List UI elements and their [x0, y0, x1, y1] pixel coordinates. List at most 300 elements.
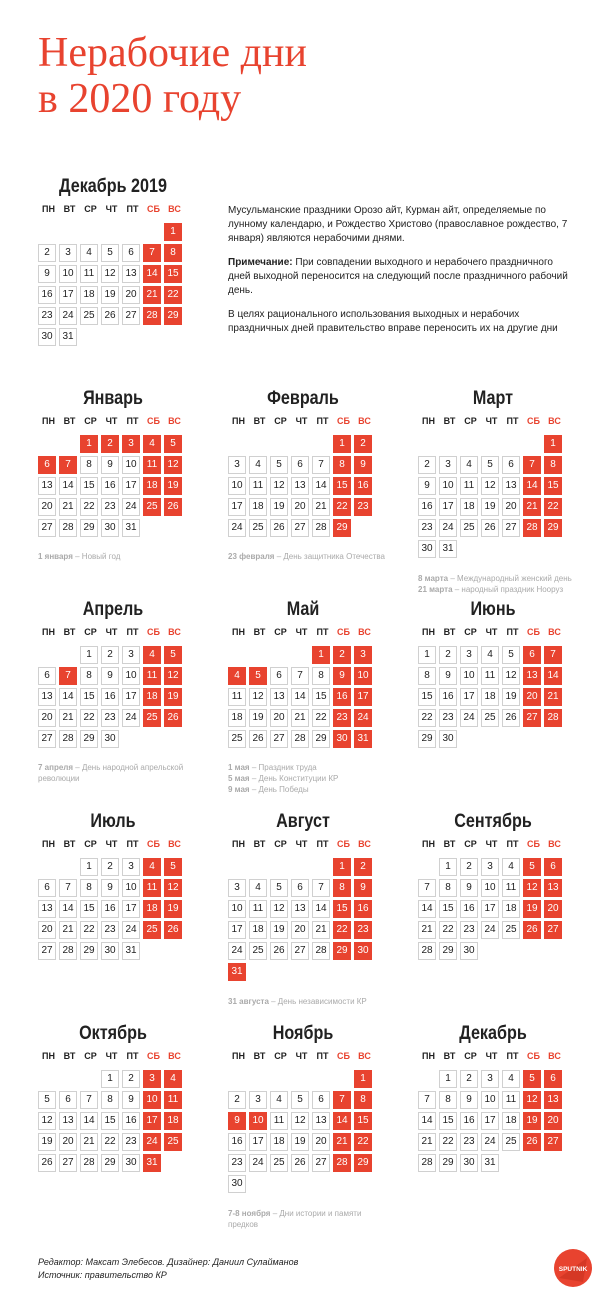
- weekday-label: СР: [84, 627, 97, 637]
- day-cell: 20: [59, 1133, 77, 1151]
- weekday-label: ВС: [548, 416, 561, 426]
- day-cell: 23: [228, 1154, 246, 1172]
- day-cell: 11: [502, 1091, 520, 1109]
- day-off-cell: 10: [354, 667, 372, 685]
- weekday-header: [38, 416, 188, 430]
- day-off-cell: 3: [143, 1070, 161, 1088]
- day-cell: 30: [460, 1154, 478, 1172]
- day-off-cell: 19: [523, 900, 541, 918]
- weekday-label: ПН: [422, 839, 435, 849]
- day-cell: 25: [270, 1154, 288, 1172]
- weekday-label: ВТ: [63, 416, 76, 426]
- day-off-cell: 10: [249, 1112, 267, 1130]
- day-off-cell: 17: [354, 688, 372, 706]
- month-name: Декабрь: [459, 1023, 527, 1044]
- holiday-note: [228, 996, 388, 1007]
- day-cell: 7: [418, 1091, 436, 1109]
- day-cell: 16: [439, 688, 457, 706]
- weekday-label: ПТ: [316, 1051, 329, 1061]
- day-cell: 13: [122, 265, 140, 283]
- weekday-header: [228, 416, 378, 430]
- day-cell: 27: [38, 519, 56, 537]
- month-name: Июль: [90, 811, 136, 832]
- day-off-cell: 1: [333, 435, 351, 453]
- day-cell: 13: [59, 1112, 77, 1130]
- day-cell: 9: [439, 667, 457, 685]
- weekday-label: ВС: [168, 627, 181, 637]
- weekday-label: ПН: [42, 204, 55, 214]
- weekday-label: СР: [464, 416, 477, 426]
- weekday-label: СР: [464, 1051, 477, 1061]
- day-cell: 17: [460, 688, 478, 706]
- weekday-label: ВТ: [63, 204, 76, 214]
- weekday-label: ВС: [548, 627, 561, 637]
- day-cell: 18: [502, 1112, 520, 1130]
- weekday-header: [228, 1051, 378, 1065]
- day-cell: 19: [101, 286, 119, 304]
- holiday-date: 7-8 ноября: [228, 1209, 271, 1218]
- day-cell: 21: [59, 498, 77, 516]
- weekday-label: ПН: [42, 1051, 55, 1061]
- day-off-cell: 22: [164, 286, 182, 304]
- day-grid: [38, 1070, 188, 1175]
- day-cell: 11: [460, 477, 478, 495]
- day-off-cell: 15: [333, 900, 351, 918]
- day-cell: 3: [59, 244, 77, 262]
- weekday-label: СР: [274, 416, 287, 426]
- day-cell: 10: [122, 456, 140, 474]
- day-off-cell: 26: [164, 921, 182, 939]
- month-name: Март: [472, 388, 514, 409]
- day-cell: 7: [291, 667, 309, 685]
- weekday-label: СБ: [147, 839, 160, 849]
- day-cell: 2: [101, 646, 119, 664]
- holiday-name: – Новый год: [72, 552, 121, 561]
- weekday-label: ЧТ: [485, 627, 498, 637]
- day-cell: 13: [312, 1112, 330, 1130]
- day-cell: 13: [38, 900, 56, 918]
- weekday-label: ВС: [548, 1051, 561, 1061]
- day-off-cell: 20: [544, 1112, 562, 1130]
- weekday-label: ВС: [358, 839, 371, 849]
- weekday-label: ЧТ: [295, 627, 308, 637]
- holiday-date: 23 февраля: [228, 552, 275, 561]
- day-cell: 30: [460, 942, 478, 960]
- day-cell: 16: [38, 286, 56, 304]
- holiday-name: – День Победы: [249, 785, 309, 794]
- day-cell: 22: [101, 1133, 119, 1151]
- weekday-label: ПТ: [126, 1051, 139, 1061]
- day-off-cell: 5: [164, 646, 182, 664]
- day-cell: 14: [80, 1112, 98, 1130]
- day-cell: 22: [439, 1133, 457, 1151]
- weekday-label: СБ: [147, 627, 160, 637]
- day-cell: 9: [101, 667, 119, 685]
- day-off-cell: 27: [523, 709, 541, 727]
- month-name: Май: [286, 599, 320, 620]
- holiday-name: – День защитника Отечества: [274, 552, 385, 561]
- day-cell: 31: [481, 1154, 499, 1172]
- day-cell: 14: [59, 477, 77, 495]
- holiday-date: 31 августа: [228, 997, 269, 1006]
- sputnik-logo: [553, 1248, 593, 1288]
- day-cell: 4: [249, 456, 267, 474]
- day-cell: 18: [80, 286, 98, 304]
- holiday-note-line: [228, 773, 388, 784]
- day-off-cell: 18: [143, 900, 161, 918]
- day-cell: 24: [439, 519, 457, 537]
- day-cell: 14: [312, 477, 330, 495]
- day-cell: 10: [228, 477, 246, 495]
- day-cell: 3: [228, 879, 246, 897]
- day-cell: 26: [502, 709, 520, 727]
- day-cell: 1: [439, 1070, 457, 1088]
- weekday-label: СБ: [337, 839, 350, 849]
- day-off-cell: 6: [544, 858, 562, 876]
- day-cell: 16: [101, 688, 119, 706]
- day-grid: [38, 858, 188, 963]
- day-cell: 25: [481, 709, 499, 727]
- day-cell: 23: [439, 709, 457, 727]
- day-cell: 16: [460, 1112, 478, 1130]
- weekday-label: СБ: [337, 416, 350, 426]
- weekday-label: ВТ: [443, 416, 456, 426]
- day-cell: 3: [460, 646, 478, 664]
- day-cell: 2: [460, 1070, 478, 1088]
- day-off-cell: 10: [143, 1091, 161, 1109]
- day-cell: 28: [312, 519, 330, 537]
- day-off-cell: 22: [333, 921, 351, 939]
- weekday-label: ЧТ: [105, 1051, 118, 1061]
- weekday-label: ЧТ: [105, 839, 118, 849]
- month-calendar: [418, 1019, 568, 1175]
- day-cell: 17: [228, 498, 246, 516]
- day-off-cell: 28: [544, 709, 562, 727]
- weekday-header: [38, 1051, 188, 1065]
- day-grid: [228, 858, 378, 984]
- day-cell: 9: [418, 477, 436, 495]
- day-cell: 10: [481, 879, 499, 897]
- day-cell: 29: [439, 1154, 457, 1172]
- day-cell: 3: [228, 456, 246, 474]
- day-cell: 4: [481, 646, 499, 664]
- day-cell: 5: [270, 456, 288, 474]
- weekday-label: ВС: [358, 1051, 371, 1061]
- day-off-cell: 21: [333, 1133, 351, 1151]
- day-off-cell: 20: [544, 900, 562, 918]
- day-cell: 12: [38, 1112, 56, 1130]
- weekday-label: СБ: [527, 416, 540, 426]
- footer: [38, 1256, 298, 1282]
- day-cell: 19: [270, 921, 288, 939]
- day-cell: 15: [439, 900, 457, 918]
- day-off-cell: 25: [164, 1133, 182, 1151]
- day-cell: 14: [59, 688, 77, 706]
- day-cell: 12: [270, 477, 288, 495]
- day-off-cell: 6: [544, 1070, 562, 1088]
- day-off-cell: 16: [354, 477, 372, 495]
- holiday-name: – Праздник труда: [249, 763, 317, 772]
- day-cell: 23: [460, 1133, 478, 1151]
- day-off-cell: 19: [523, 1112, 541, 1130]
- day-cell: 27: [122, 307, 140, 325]
- day-cell: 28: [59, 942, 77, 960]
- day-cell: 1: [80, 646, 98, 664]
- day-cell: 21: [418, 1133, 436, 1151]
- day-off-cell: 12: [164, 667, 182, 685]
- weekday-label: ВТ: [63, 839, 76, 849]
- day-cell: 18: [270, 1133, 288, 1151]
- day-cell: 26: [38, 1154, 56, 1172]
- day-cell: 29: [80, 519, 98, 537]
- holiday-name: – народный праздник Нооруз: [452, 585, 564, 594]
- day-cell: 22: [418, 709, 436, 727]
- day-cell: 14: [59, 900, 77, 918]
- day-cell: 4: [502, 1070, 520, 1088]
- day-cell: 13: [291, 477, 309, 495]
- weekday-label: ПН: [42, 416, 55, 426]
- weekday-label: ВС: [548, 839, 561, 849]
- day-cell: 8: [101, 1091, 119, 1109]
- day-off-cell: 22: [544, 498, 562, 516]
- day-off-cell: 26: [523, 1133, 541, 1151]
- day-off-cell: 9: [333, 667, 351, 685]
- holiday-note-line: [418, 584, 578, 595]
- holiday-note: [38, 762, 198, 784]
- day-off-cell: 1: [544, 435, 562, 453]
- weekday-header: [418, 839, 568, 853]
- month-calendar: [418, 384, 568, 561]
- day-cell: 1: [80, 858, 98, 876]
- day-off-cell: 18: [143, 688, 161, 706]
- day-cell: 28: [59, 730, 77, 748]
- weekday-label: СР: [84, 204, 97, 214]
- day-cell: 19: [270, 498, 288, 516]
- day-cell: 18: [249, 498, 267, 516]
- weekday-label: СР: [274, 1051, 287, 1061]
- day-cell: 14: [418, 900, 436, 918]
- day-cell: 3: [439, 456, 457, 474]
- day-cell: 30: [38, 328, 56, 346]
- day-off-cell: 29: [333, 942, 351, 960]
- day-cell: 22: [80, 921, 98, 939]
- day-cell: 3: [481, 858, 499, 876]
- day-off-cell: 29: [333, 519, 351, 537]
- day-off-cell: 1: [80, 435, 98, 453]
- weekday-label: ПН: [42, 627, 55, 637]
- day-off-cell: 7: [59, 456, 77, 474]
- day-cell: 23: [122, 1133, 140, 1151]
- day-cell: 1: [439, 858, 457, 876]
- day-cell: 24: [228, 519, 246, 537]
- day-cell: 5: [38, 1091, 56, 1109]
- weekday-label: СБ: [527, 627, 540, 637]
- day-cell: 9: [460, 879, 478, 897]
- holiday-date: 7 апреля: [38, 763, 74, 772]
- weekday-label: ПН: [232, 416, 245, 426]
- day-cell: 12: [481, 477, 499, 495]
- day-cell: 8: [418, 667, 436, 685]
- day-off-cell: 4: [228, 667, 246, 685]
- day-off-cell: 11: [143, 879, 161, 897]
- day-cell: 23: [101, 709, 119, 727]
- day-cell: 6: [312, 1091, 330, 1109]
- day-cell: 15: [312, 688, 330, 706]
- day-cell: 11: [249, 477, 267, 495]
- day-cell: 29: [418, 730, 436, 748]
- day-cell: 24: [122, 709, 140, 727]
- day-cell: 30: [122, 1154, 140, 1172]
- month-calendar: [228, 807, 378, 984]
- day-off-cell: 14: [333, 1112, 351, 1130]
- weekday-header: [418, 627, 568, 641]
- day-off-cell: 22: [333, 498, 351, 516]
- day-cell: 26: [101, 307, 119, 325]
- weekday-label: ПН: [232, 1051, 245, 1061]
- day-off-cell: 25: [143, 498, 161, 516]
- day-off-cell: 17: [143, 1112, 161, 1130]
- day-cell: 29: [80, 942, 98, 960]
- day-off-cell: 11: [143, 667, 161, 685]
- day-cell: 6: [502, 456, 520, 474]
- weekday-label: ПТ: [506, 1051, 519, 1061]
- day-cell: 1: [418, 646, 436, 664]
- day-off-cell: 5: [523, 858, 541, 876]
- day-cell: 20: [270, 709, 288, 727]
- day-cell: 27: [38, 730, 56, 748]
- day-cell: 16: [460, 900, 478, 918]
- weekday-label: ВС: [358, 416, 371, 426]
- day-cell: 21: [80, 1133, 98, 1151]
- weekday-header: [228, 627, 378, 641]
- day-cell: 7: [312, 456, 330, 474]
- day-cell: 6: [38, 667, 56, 685]
- weekday-label: ПН: [232, 839, 245, 849]
- day-cell: 8: [80, 456, 98, 474]
- day-off-cell: 8: [544, 456, 562, 474]
- day-off-cell: 2: [354, 435, 372, 453]
- day-cell: 23: [101, 921, 119, 939]
- day-cell: 6: [291, 456, 309, 474]
- holiday-note: [228, 762, 388, 795]
- holiday-note-line: [228, 784, 388, 795]
- day-off-cell: 19: [164, 688, 182, 706]
- day-off-cell: 2: [333, 646, 351, 664]
- weekday-label: ЧТ: [295, 839, 308, 849]
- day-cell: 10: [439, 477, 457, 495]
- day-off-cell: 28: [523, 519, 541, 537]
- day-cell: 10: [122, 667, 140, 685]
- weekday-header: [418, 416, 568, 430]
- day-off-cell: 25: [143, 709, 161, 727]
- day-off-cell: 7: [59, 667, 77, 685]
- day-cell: 27: [38, 942, 56, 960]
- day-off-cell: 8: [333, 879, 351, 897]
- day-cell: 12: [249, 688, 267, 706]
- day-cell: 9: [101, 456, 119, 474]
- day-cell: 21: [59, 709, 77, 727]
- day-off-cell: 27: [544, 1133, 562, 1151]
- day-off-cell: 21: [143, 286, 161, 304]
- day-off-cell: 29: [544, 519, 562, 537]
- holiday-note: [228, 1208, 388, 1230]
- weekday-label: ЧТ: [485, 1051, 498, 1061]
- day-cell: 8: [312, 667, 330, 685]
- weekday-label: СР: [274, 839, 287, 849]
- day-cell: 30: [418, 540, 436, 558]
- weekday-label: ПТ: [126, 627, 139, 637]
- day-cell: 29: [312, 730, 330, 748]
- day-cell: 25: [228, 730, 246, 748]
- day-cell: 17: [228, 921, 246, 939]
- day-grid: [38, 435, 188, 540]
- day-cell: 18: [460, 498, 478, 516]
- day-cell: 22: [439, 921, 457, 939]
- month-name: Август: [276, 811, 330, 832]
- day-cell: 10: [228, 900, 246, 918]
- day-cell: 5: [101, 244, 119, 262]
- weekday-label: СР: [464, 839, 477, 849]
- day-cell: 15: [418, 688, 436, 706]
- weekday-label: ВТ: [63, 1051, 76, 1061]
- weekday-label: ЧТ: [105, 416, 118, 426]
- day-off-cell: 26: [523, 921, 541, 939]
- holiday-date: 1 января: [38, 552, 73, 561]
- day-cell: 15: [80, 477, 98, 495]
- day-off-cell: 31: [354, 730, 372, 748]
- weekday-label: ЧТ: [485, 416, 498, 426]
- day-cell: 19: [291, 1133, 309, 1151]
- day-cell: 30: [439, 730, 457, 748]
- weekday-label: ЧТ: [485, 839, 498, 849]
- day-cell: 17: [249, 1133, 267, 1151]
- day-cell: 28: [80, 1154, 98, 1172]
- day-off-cell: 5: [164, 435, 182, 453]
- day-off-cell: 9: [354, 456, 372, 474]
- day-cell: 24: [122, 498, 140, 516]
- holiday-note: [38, 551, 198, 562]
- day-cell: 6: [38, 879, 56, 897]
- day-off-cell: 8: [164, 244, 182, 262]
- weekday-header: [38, 627, 188, 641]
- day-cell: 21: [59, 921, 77, 939]
- logo-text: SPUTNIK: [558, 1266, 588, 1273]
- weekday-header: [228, 839, 378, 853]
- day-cell: 20: [291, 921, 309, 939]
- holiday-note-line: [228, 551, 388, 562]
- weekday-label: ПТ: [316, 416, 329, 426]
- month-name: Сентябрь: [454, 811, 532, 832]
- weekday-label: ПТ: [506, 627, 519, 637]
- day-off-cell: 13: [523, 667, 541, 685]
- day-cell: 2: [439, 646, 457, 664]
- day-grid: [38, 223, 188, 349]
- day-off-cell: 1: [333, 858, 351, 876]
- day-cell: 26: [481, 519, 499, 537]
- weekday-label: ЧТ: [295, 416, 308, 426]
- day-cell: 23: [101, 498, 119, 516]
- day-off-cell: 7: [143, 244, 161, 262]
- day-off-cell: 19: [164, 477, 182, 495]
- day-cell: 2: [38, 244, 56, 262]
- day-cell: 14: [418, 1112, 436, 1130]
- month-name: Июнь: [470, 599, 516, 620]
- day-cell: 14: [291, 688, 309, 706]
- day-off-cell: 24: [143, 1133, 161, 1151]
- day-cell: 8: [439, 879, 457, 897]
- day-off-cell: 5: [249, 667, 267, 685]
- weekday-label: ПН: [422, 1051, 435, 1061]
